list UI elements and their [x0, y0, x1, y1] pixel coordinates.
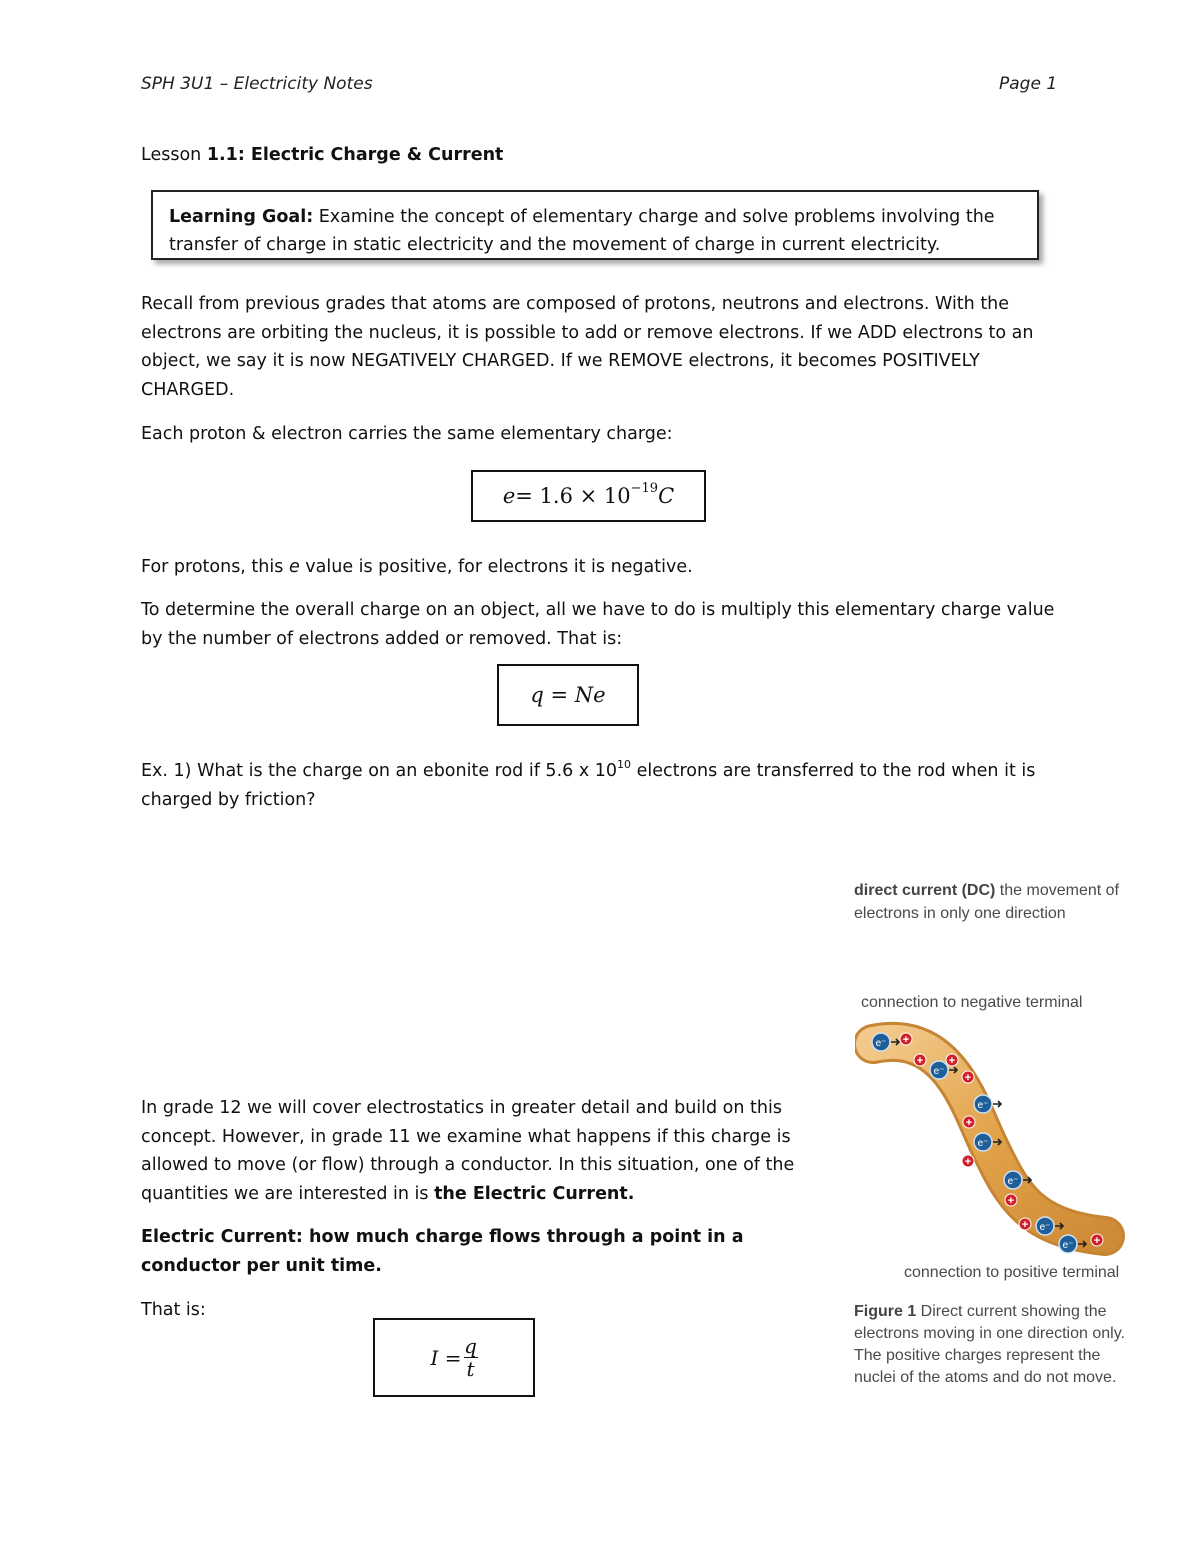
paragraph-atoms: Recall from previous grades that atoms are composed of protons, neutrons and electrons. With the electrons are orbiting the nucleus, it is possible to add or remove electrons. If we ADD electrons to an object, we say it is now NEGATIVELY CHARGED. If we REMOVE electrons, it becomes POSITIVELY CHARGED.	[141, 294, 1034, 400]
electron-label: e⁻	[977, 1138, 989, 1149]
plus-icon: +	[1093, 1235, 1101, 1247]
dc-wire-illustration	[855, 1018, 1130, 1268]
current-intro-bold: the Electric Current.	[434, 1183, 635, 1204]
learning-goal-text: Examine the concept of elementary charge and solve problems involving the transfer of charge in static electricity and the movement of charge in current electricity.	[169, 207, 995, 255]
arrow-right-icon	[993, 1101, 1001, 1107]
equation-e-value: = 1.6 × 10	[515, 484, 631, 508]
paragraph-sign	[141, 553, 693, 582]
sign-text-b: value is positive, for electrons it is negative.	[299, 557, 693, 577]
electron-label: e⁻	[875, 1038, 887, 1049]
equation-e-symbol: e	[502, 484, 516, 508]
header-course-title: SPH 3U1 – Electricity Notes	[141, 74, 373, 94]
equation-current-lhs: I =	[430, 1345, 462, 1370]
learning-goal-label: Learning Goal:	[169, 207, 314, 227]
figure-caption-label: Figure 1	[854, 1303, 917, 1320]
paragraph-elementary-charge: Each proton & electron carries the same elementary charge:	[141, 424, 673, 444]
example-exponent: 10	[617, 758, 632, 772]
plus-icon: +	[964, 1156, 972, 1168]
sign-text-a: For protons, this	[141, 557, 289, 577]
plus-icon: +	[916, 1055, 924, 1067]
electron-label: e⁻	[1039, 1222, 1051, 1233]
example-text-a: Ex. 1) What is the charge on an ebonite rod if 5.6 x 10	[141, 761, 618, 781]
equation-current	[373, 1318, 535, 1397]
fraction-denominator: t	[466, 1357, 475, 1381]
paragraph-current-intro	[141, 1094, 821, 1208]
example-text-b: electrons are transferred to the rod when it is charged by friction?	[141, 761, 1036, 810]
figure-caption-text: Direct current showing the electrons moving in one direction only. The positive charges represent the nuclei of the atoms and do not move.	[854, 1303, 1125, 1386]
current-intro-text: In grade 12 we will cover electrostatics in greater detail and build on this concept. However, in grade 11 we examine what happens if this charge is allowed to move (or flow) through a conductor. In this situation, one of the quantities we are interested in is	[141, 1098, 795, 1204]
plus-icon: +	[964, 1072, 972, 1084]
electron-label: e⁻	[933, 1066, 945, 1077]
plus-icon: +	[1007, 1195, 1015, 1207]
electron-label: e⁻	[977, 1100, 989, 1111]
dc-term: direct current (DC)	[854, 882, 996, 899]
dc-definition-text: the movement of electrons in only one direction	[854, 882, 1119, 922]
electron-label: e⁻	[1062, 1240, 1074, 1251]
plus-icon: +	[1021, 1219, 1029, 1231]
equation-current-fraction	[464, 1335, 478, 1380]
learning-goal-box	[151, 190, 1039, 260]
that-is-label: That is:	[141, 1300, 206, 1320]
label-positive-terminal: connection to positive terminal	[904, 1264, 1120, 1281]
plus-icon: +	[965, 1117, 973, 1129]
equation-e-unit: C	[658, 484, 675, 508]
equation-charge: q = Ne	[497, 664, 639, 726]
plus-icon: +	[948, 1055, 956, 1067]
electron-label: e⁻	[1007, 1176, 1019, 1187]
plus-icon: +	[902, 1034, 910, 1046]
lesson-title	[141, 141, 503, 170]
header-page-number: Page 1	[999, 74, 1058, 94]
lesson-prefix: Lesson	[141, 145, 207, 165]
figure-caption	[854, 1301, 1134, 1389]
equation-elementary-charge: e = 1.6 × 10 $^{-19}$ C	[471, 470, 706, 522]
paragraph-overall-charge: To determine the overall charge on an object, all we have to do is multiply this elementary charge value by the number of electrons added or removed. That is:	[141, 600, 1055, 649]
example-question	[141, 757, 1061, 814]
sign-text-e: e	[288, 557, 300, 577]
label-negative-terminal: connection to negative terminal	[861, 994, 1083, 1011]
dc-definition	[854, 879, 1134, 925]
fraction-numerator: q	[464, 1334, 477, 1358]
lesson-title-text: 1.1: Electric Charge & Current	[206, 145, 504, 165]
definition-electric-current: Electric Current: how much charge flows through a point in a conductor per unit time.	[141, 1227, 744, 1276]
